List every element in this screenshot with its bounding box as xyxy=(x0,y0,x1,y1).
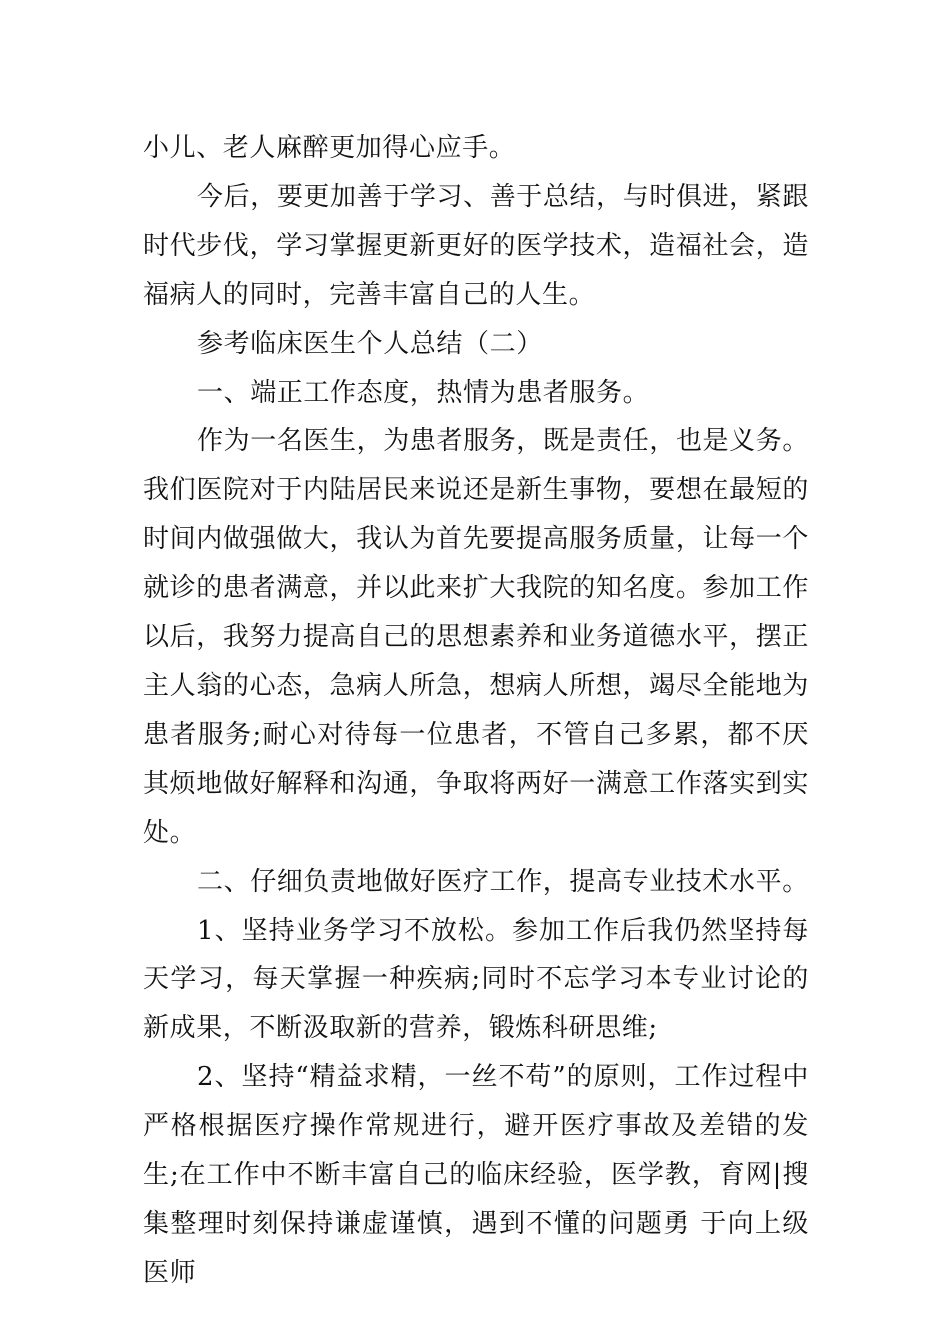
paragraph-3: 作为一名医生，为患者服务，既是责任，也是义务。我们医院对于内陆居民来说还是新生事物，要想在最短的时间内做强做大，我认为首先要提高服务质量，让每一个就诊的患者满意，并以此来扩大我院的知名度。参加工作以后，我努力提高自己的思想素养和业务道德水平，摆正主人翁的心态，急病人所急，想病人所想，竭尽全能地为患者服务;耐心对待每一位患者，不管自己多累，都不厌其烦地做好解释和沟通，争取将两好一满意工作落实到实处。 xyxy=(143,426,809,848)
heading-2: 二、仔细负责地做好医疗工作，提高专业技术水平。 xyxy=(197,866,809,897)
list-item-2: 2、坚持“精益求精，一丝不苟”的原则，工作过程中严格根据医疗操作常规进行，避开医疗事故及差错的发生;在工作中不断丰富自己的临床经验，医学教，育网|搜集整理时刻保持谦虚谨慎，遇到不懂的问题勇 于向上级 医师 xyxy=(143,1062,818,1288)
document-body xyxy=(143,124,818,1298)
heading-1: 一、端正工作态度，热情为患者服务。 xyxy=(197,377,650,408)
paragraph-2: 今后，要更加善于学习、善于总结，与时俱进，紧跟时代步伐，学习掌握更新更好的医学技术，造福社会，造福病人的同时，完善丰富自己的人生。 xyxy=(143,181,809,310)
paragraph-1: 小儿、老人麻醉更加得心应手。 xyxy=(143,133,516,163)
section-title: 参考临床医生个人总结（二） xyxy=(197,328,543,359)
list-item-1: 1、坚持业务学习不放松。参加工作后我仍然坚持每天学习，每天掌握一种疾病;同时不忘学习本专业讨论的新成果，不断汲取新的营养，锻炼科研思维; xyxy=(143,915,809,1044)
